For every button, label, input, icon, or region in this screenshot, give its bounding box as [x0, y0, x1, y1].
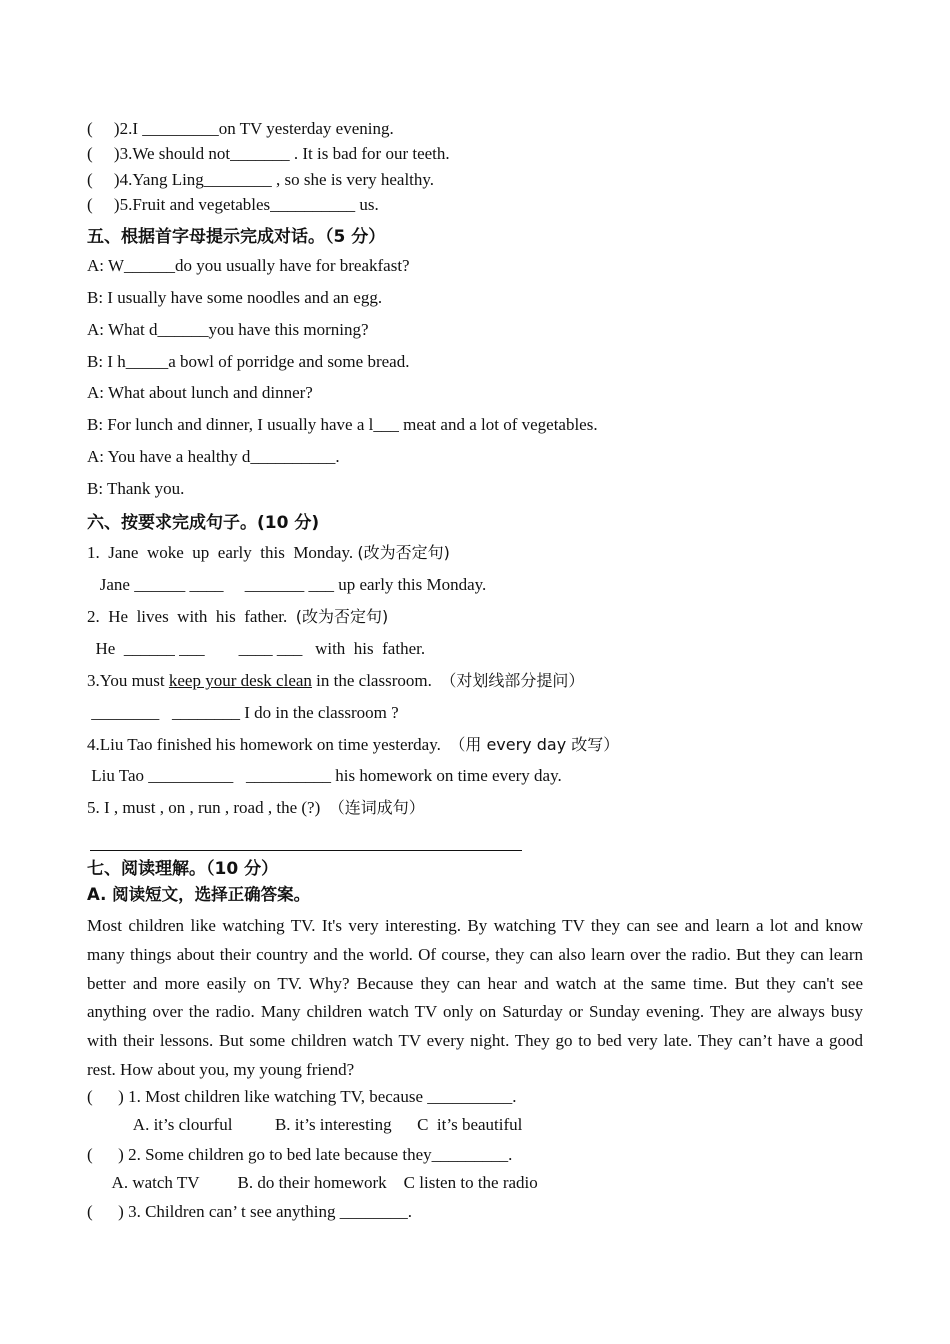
- question-3-text: 3.You must: [87, 671, 169, 690]
- reading-question-1: ( ) 1. Most children like watching TV, because __________.: [87, 1087, 517, 1106]
- question-3-note: （对划线部分提问）: [440, 671, 585, 690]
- reading-options-1: A. it’s clourful B. it’s interesting C it’s beautiful: [87, 1115, 523, 1134]
- question-1-note: (改为否定句): [357, 543, 450, 562]
- dialogue-line: A: What d______you have this morning?: [87, 320, 369, 339]
- question-2: [87, 606, 388, 628]
- question-3-underlined: keep your desk clean: [168, 671, 312, 690]
- question-5-text: 5. I , must , on , run , road , the (?): [87, 798, 329, 817]
- fill-item-2: ( )2.I _________on TV yesterday evening.: [87, 119, 394, 138]
- answer-3: ________ ________ I do in the classroom ?: [87, 703, 399, 722]
- fill-item-3: ( )3.We should not_______ . It is bad for our teeth.: [87, 144, 450, 163]
- reading-options-2: A. watch TV B. do their homework C listen to the radio: [87, 1173, 538, 1192]
- section-6-title: 六、按要求完成句子。(10 分): [87, 513, 320, 533]
- question-4-text: 4.Liu Tao finished his homework on time yesterday.: [87, 735, 450, 754]
- section-7-subtitle: A. 阅读短文，选择正确答案。: [87, 885, 311, 904]
- reading-question-2: ( ) 2. Some children go to bed late because they_________.: [87, 1145, 513, 1164]
- dialogue-line: A: W______do you usually have for breakfast?: [87, 256, 410, 275]
- dialogue-line: B: I h_____a bowl of porridge and some bread.: [87, 352, 410, 371]
- reading-question-3: ( ) 3. Children can’ t see anything ________.: [87, 1202, 412, 1221]
- question-5: [87, 797, 425, 819]
- dialogue-line: B: Thank you.: [87, 479, 185, 498]
- answer-2: He ______ ___ ____ ___ with his father.: [87, 639, 426, 658]
- section-7-title: 七、阅读理解。（10 分）: [87, 859, 279, 879]
- question-2-text: 2. He lives with his father.: [87, 607, 296, 626]
- question-2-note: (改为否定句): [295, 607, 389, 626]
- question-1: [87, 542, 450, 564]
- answer-4: Liu Tao __________ __________ his homework on time every day.: [87, 766, 562, 785]
- dialogue-line: B: For lunch and dinner, I usually have a l___ meat and a lot of vegetables.: [87, 415, 598, 434]
- fill-item-5: ( )5.Fruit and vegetables__________ us.: [87, 195, 379, 214]
- question-1-text: 1. Jane woke up early this Monday.: [87, 543, 358, 562]
- answer-1: Jane ______ ____ _______ ___ up early this Monday.: [87, 575, 487, 594]
- question-3-text-end: in the classroom.: [311, 671, 441, 690]
- question-4-note: （用 every day 改写）: [449, 735, 620, 754]
- fill-item-4: ( )4.Yang Ling________ , so she is very healthy.: [87, 170, 435, 189]
- answer-5-line: [90, 838, 522, 851]
- reading-passage: Most children like watching TV. It's very interesting. By watching TV they can see and learn a lot and know many things about their country and the world. Of course, they can also learn over the radio. But they can learn better and more easily on TV. Why? Because they can hear and watch at the same time. But they can't see anything over the radio. Many children watch TV only on Saturday or Sunday evening. They are always busy with their lessons. But some children watch TV every night. They go to bed very late. They can’t have a good rest. How about you, my young friend?: [87, 916, 863, 1079]
- dialogue-line: B: I usually have some noodles and an egg.: [87, 288, 383, 307]
- question-5-note: （连词成句）: [328, 798, 425, 817]
- dialogue-line: A: You have a healthy d__________.: [87, 447, 340, 466]
- question-4: [87, 734, 619, 756]
- section-5-title: 五、根据首字母提示完成对话。（5 分）: [87, 227, 386, 247]
- question-3: [87, 670, 584, 692]
- dialogue-line: A: What about lunch and dinner?: [87, 383, 313, 402]
